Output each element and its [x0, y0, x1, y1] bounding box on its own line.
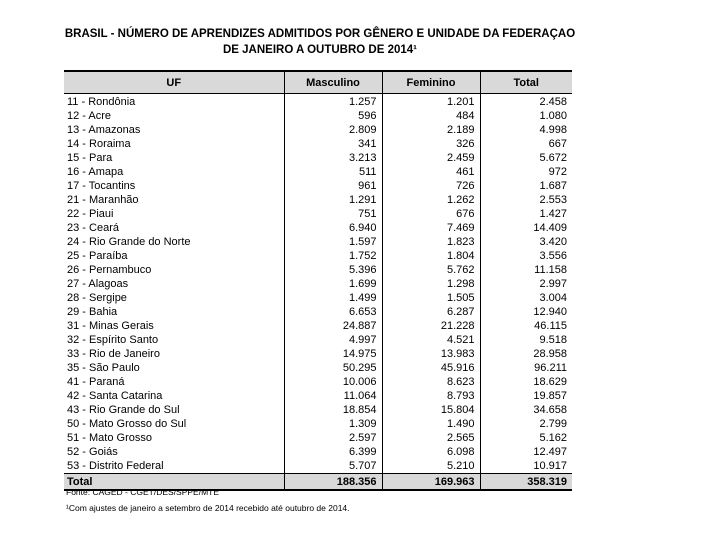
table-row [64, 431, 572, 445]
table-row [64, 151, 572, 165]
cell-feminino: 1.298 [382, 277, 480, 291]
header-uf: UF [64, 71, 284, 94]
cell-total: 5.162 [480, 431, 572, 445]
cell-uf: 25 - Paraíba [67, 250, 128, 262]
table-row [64, 403, 572, 417]
cell-feminino: 5.210 [382, 459, 480, 474]
cell-masculino: 511 [284, 165, 382, 179]
cell-total: 1.687 [480, 179, 572, 193]
cell-masculino: 3.213 [284, 151, 382, 165]
table-row [64, 263, 572, 277]
cell-feminino: 2.189 [382, 123, 480, 137]
total-masculino: 188.356 [284, 474, 382, 491]
cell-total: 2.458 [480, 94, 572, 110]
table-row [64, 319, 572, 333]
table-row [64, 193, 572, 207]
cell-masculino: 2.809 [284, 123, 382, 137]
header-masculino: Masculino [284, 71, 382, 94]
cell-masculino: 10.006 [284, 375, 382, 389]
table-row [64, 333, 572, 347]
cell-feminino: 326 [382, 137, 480, 151]
cell-total: 9.518 [480, 333, 572, 347]
cell-masculino: 5.396 [284, 263, 382, 277]
cell-total: 4.998 [480, 123, 572, 137]
cell-masculino: 1.257 [284, 94, 382, 110]
cell-masculino: 596 [284, 109, 382, 123]
cell-masculino: 50.295 [284, 361, 382, 375]
cell-uf: 14 - Roraima [67, 138, 131, 150]
cell-uf: 23 - Ceará [67, 222, 119, 234]
cell-feminino: 6.287 [382, 305, 480, 319]
cell-uf: 50 - Mato Grosso do Sul [67, 418, 187, 430]
cell-total: 96.211 [480, 361, 572, 375]
cell-masculino: 2.597 [284, 431, 382, 445]
cell-total: 5.672 [480, 151, 572, 165]
table-row [64, 235, 572, 249]
cell-feminino: 1.505 [382, 291, 480, 305]
table-row [64, 165, 572, 179]
cell-uf: 17 - Tocantins [67, 180, 136, 192]
cell-total: 2.799 [480, 417, 572, 431]
footnote: ¹Com ajustes de janeiro a setembro de 2014 recebido até outubro de 2014. [66, 503, 350, 513]
cell-uf: 15 - Para [67, 152, 113, 164]
cell-feminino: 2.459 [382, 151, 480, 165]
cell-uf: 27 - Alagoas [67, 278, 129, 290]
cell-uf: 35 - São Paulo [67, 362, 140, 374]
table-row [64, 417, 572, 431]
cell-uf: 26 - Pernambuco [67, 264, 152, 276]
cell-feminino: 6.098 [382, 445, 480, 459]
cell-uf: 33 - Rio de Janeiro [67, 348, 160, 360]
cell-uf: 41 - Paraná [67, 376, 125, 388]
cell-feminino: 461 [382, 165, 480, 179]
cell-uf: 24 - Rio Grande do Norte [67, 236, 191, 248]
cell-total: 1.427 [480, 207, 572, 221]
table-row [64, 94, 572, 110]
header-row [64, 71, 572, 94]
cell-masculino: 1.699 [284, 277, 382, 291]
table-row [64, 221, 572, 235]
cell-total: 10.917 [480, 459, 572, 474]
cell-masculino: 5.707 [284, 459, 382, 474]
cell-uf: 28 - Sergipe [67, 292, 127, 304]
cell-masculino: 1.752 [284, 249, 382, 263]
table-row [64, 445, 572, 459]
table-row [64, 361, 572, 375]
table-title [60, 26, 580, 58]
cell-feminino: 13.983 [382, 347, 480, 361]
cell-masculino: 11.064 [284, 389, 382, 403]
cell-uf: 53 - Distrito Federal [67, 460, 164, 472]
table-row [64, 207, 572, 221]
cell-feminino: 8.623 [382, 375, 480, 389]
cell-feminino: 15.804 [382, 403, 480, 417]
table-row [64, 179, 572, 193]
cell-total: 1.080 [480, 109, 572, 123]
total-total: 358.319 [480, 474, 572, 491]
table-body [64, 94, 572, 474]
cell-total: 34.658 [480, 403, 572, 417]
cell-uf: 51 - Mato Grosso [67, 432, 152, 444]
cell-feminino: 1.262 [382, 193, 480, 207]
table-row [64, 459, 572, 474]
table-row [64, 123, 572, 137]
cell-total: 972 [480, 165, 572, 179]
cell-uf: 13 - Amazonas [67, 124, 141, 136]
cell-masculino: 1.499 [284, 291, 382, 305]
cell-feminino: 2.565 [382, 431, 480, 445]
cell-masculino: 1.309 [284, 417, 382, 431]
cell-uf: 42 - Santa Catarina [67, 390, 163, 402]
cell-masculino: 4.997 [284, 333, 382, 347]
cell-total: 28.958 [480, 347, 572, 361]
cell-masculino: 341 [284, 137, 382, 151]
table-row [64, 347, 572, 361]
cell-feminino: 1.823 [382, 235, 480, 249]
cell-masculino: 6.399 [284, 445, 382, 459]
cell-total: 14.409 [480, 221, 572, 235]
cell-feminino: 1.490 [382, 417, 480, 431]
cell-masculino: 6.940 [284, 221, 382, 235]
title-line-1: BRASIL - NÚMERO DE APRENDIZES ADMITIDOS POR GÊNERO E UNIDADE DA FEDERAÇAO [64, 28, 576, 40]
cell-total: 3.420 [480, 235, 572, 249]
header-feminino: Feminino [382, 71, 480, 94]
header-total: Total [480, 71, 572, 94]
cell-uf: 52 - Goiás [67, 446, 118, 458]
cell-feminino: 1.201 [382, 94, 480, 110]
cell-feminino: 676 [382, 207, 480, 221]
source-note: Fonte: CAGED - CGET/DES/SPPE/MTE [66, 487, 220, 497]
table-row [64, 137, 572, 151]
cell-uf: 29 - Bahia [67, 306, 118, 318]
table-row [64, 389, 572, 403]
cell-feminino: 5.762 [382, 263, 480, 277]
cell-total: 3.556 [480, 249, 572, 263]
cell-total: 2.997 [480, 277, 572, 291]
table-row [64, 305, 572, 319]
title-line-2: DE JANEIRO A OUTUBRO DE 2014¹ [222, 44, 418, 56]
table-row [64, 277, 572, 291]
cell-feminino: 8.793 [382, 389, 480, 403]
cell-uf: 21 - Maranhão [67, 194, 139, 206]
cell-masculino: 961 [284, 179, 382, 193]
cell-masculino: 14.975 [284, 347, 382, 361]
cell-uf: 16 - Amapa [67, 166, 124, 178]
cell-total: 11.158 [480, 263, 572, 277]
cell-feminino: 4.521 [382, 333, 480, 347]
table-row [64, 291, 572, 305]
cell-feminino: 21.228 [382, 319, 480, 333]
table-row [64, 109, 572, 123]
cell-uf: 31 - Minas Gerais [67, 320, 154, 332]
cell-feminino: 484 [382, 109, 480, 123]
table-row [64, 249, 572, 263]
cell-total: 3.004 [480, 291, 572, 305]
cell-uf: 43 - Rio Grande do Sul [67, 404, 180, 416]
cell-masculino: 1.291 [284, 193, 382, 207]
cell-masculino: 6.653 [284, 305, 382, 319]
data-table [64, 70, 572, 491]
cell-uf: 11 - Rondônia [67, 96, 136, 108]
cell-uf: 12 - Acre [67, 110, 112, 122]
cell-masculino: 18.854 [284, 403, 382, 417]
cell-masculino: 751 [284, 207, 382, 221]
cell-masculino: 1.597 [284, 235, 382, 249]
cell-feminino: 45.916 [382, 361, 480, 375]
cell-feminino: 7.469 [382, 221, 480, 235]
cell-total: 12.940 [480, 305, 572, 319]
cell-uf: 22 - Piaui [67, 208, 114, 220]
cell-total: 12.497 [480, 445, 572, 459]
cell-total: 2.553 [480, 193, 572, 207]
total-label: Total [64, 474, 284, 491]
cell-masculino: 24.887 [284, 319, 382, 333]
cell-feminino: 1.804 [382, 249, 480, 263]
cell-total: 19.857 [480, 389, 572, 403]
cell-total: 667 [480, 137, 572, 151]
cell-feminino: 726 [382, 179, 480, 193]
cell-uf: 32 - Espírito Santo [67, 334, 159, 346]
cell-total: 18.629 [480, 375, 572, 389]
table-row [64, 375, 572, 389]
total-feminino: 169.963 [382, 474, 480, 491]
cell-total: 46.115 [480, 319, 572, 333]
